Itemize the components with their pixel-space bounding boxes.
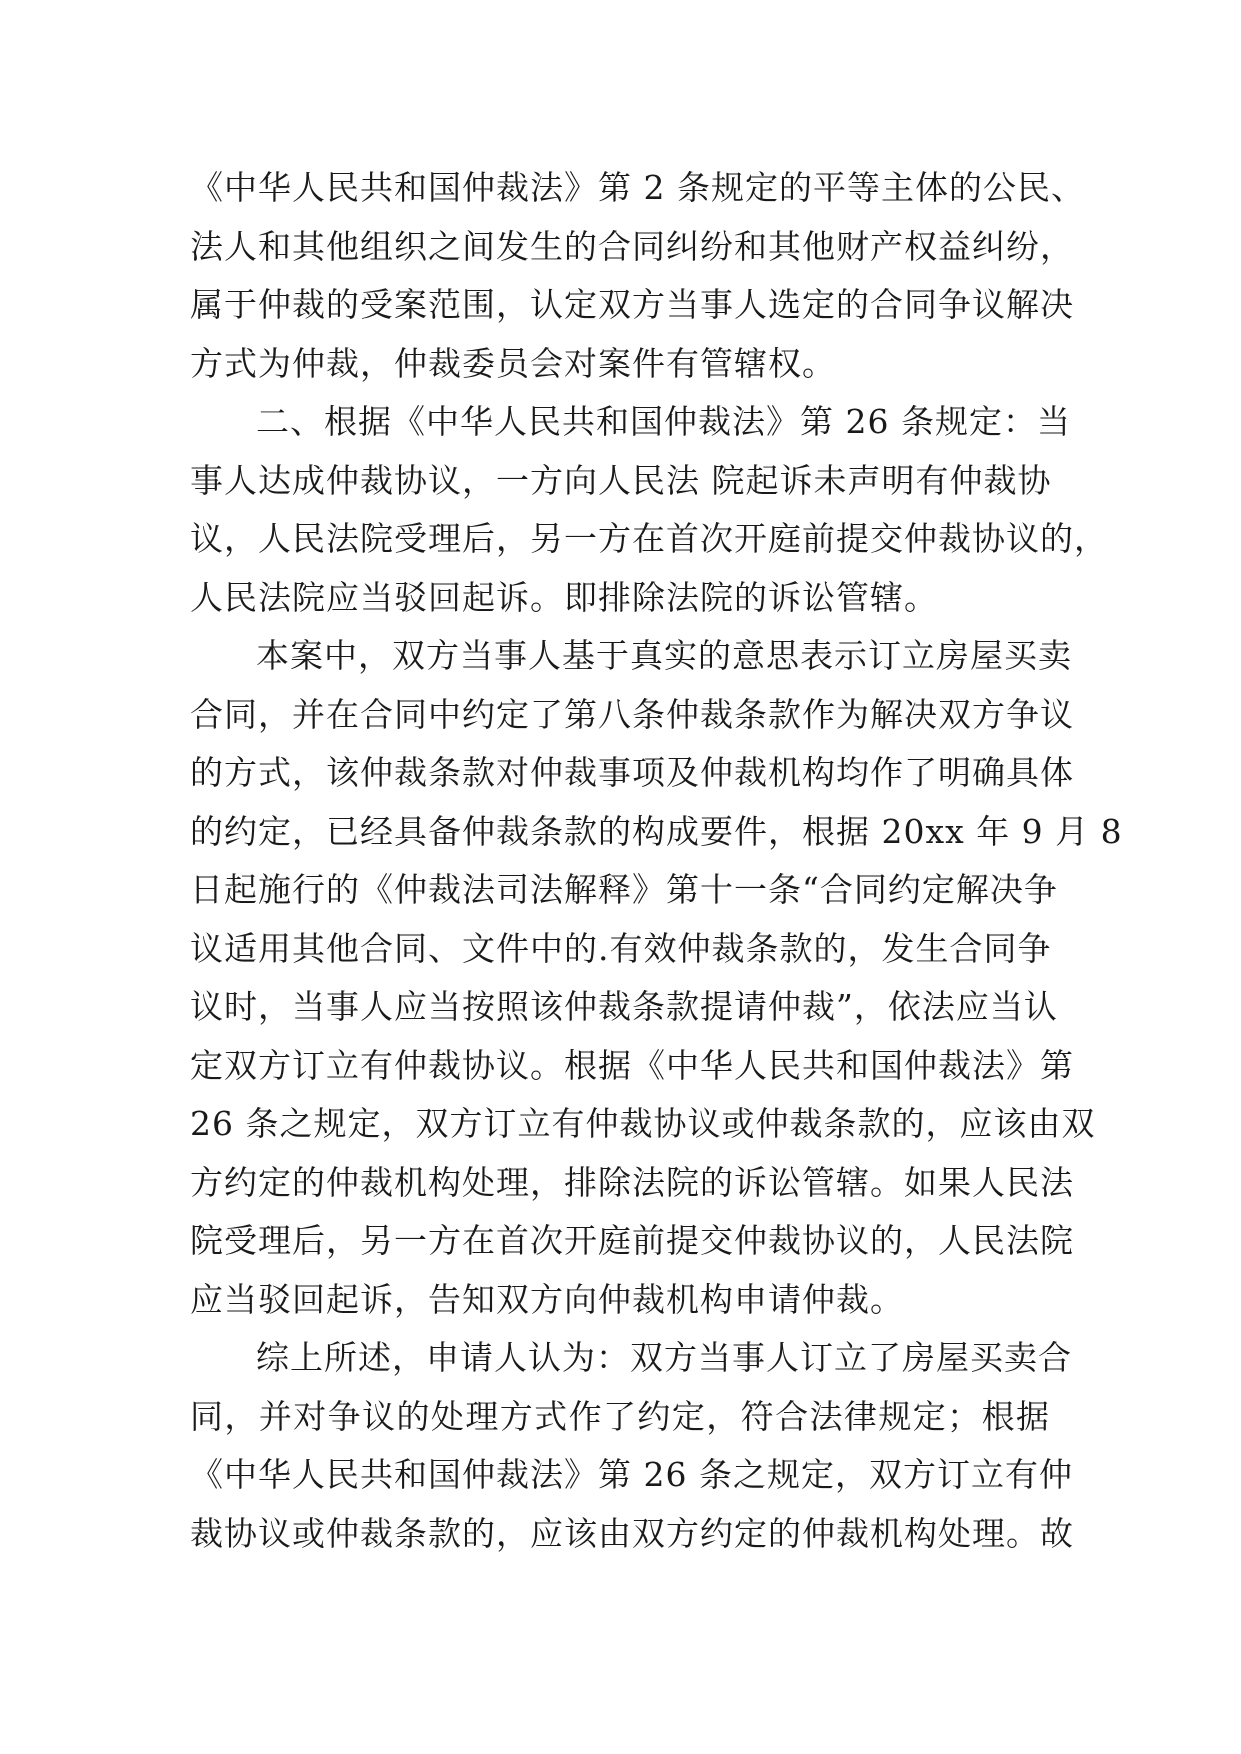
paragraph-1 xyxy=(190,159,1085,393)
paragraph-3 xyxy=(190,627,1123,1329)
text-line: 本案中，双方当事人基于真实的意思表示订立房屋买卖 xyxy=(256,636,1072,675)
document-body xyxy=(190,159,1123,1563)
text-line: 院受理后，另一方在首次开庭前提交仲裁协议的，人民法院 xyxy=(190,1221,1074,1260)
text-line: 裁协议或仲裁条款的，应该由双方约定的仲裁机构处理。故 xyxy=(190,1513,1074,1553)
text-line: 议时，当事人应当按照该仲裁条款提请仲裁”，依法应当认 xyxy=(190,987,1058,1026)
text-line: 《中华人民共和国仲裁法》第 26 条之规定，双方订立有仲 xyxy=(190,1455,1073,1494)
text-line: 应当驳回起诉，告知双方向仲裁机构申请仲裁。 xyxy=(190,1279,904,1319)
text-line: 的方式，该仲裁条款对仲裁事项及仲裁机构均作了明确具体 xyxy=(190,753,1074,792)
text-line: 同，并对争议的处理方式作了约定，符合法律规定；根据 xyxy=(190,1396,1050,1436)
text-line: 方约定的仲裁机构处理，排除法院的诉讼管辖。如果人民法 xyxy=(190,1162,1074,1202)
text-line: 合同，并在合同中约定了第八条仲裁条款作为解决双方争议 xyxy=(190,694,1074,734)
text-line: 定双方订立有仲裁协议。根据《中华人民共和国仲裁法》第 xyxy=(190,1045,1074,1085)
text-line: 《中华人民共和国仲裁法》第 2 条规定的平等主体的公民、 xyxy=(190,168,1085,207)
text-line: 方式为仲裁，仲裁委员会对案件有管辖权。 xyxy=(190,343,836,383)
text-line: 人民法院应当驳回起诉。即排除法院的诉讼管辖。 xyxy=(190,577,938,617)
text-line: 议适用其他合同、文件中的.有效仲裁条款的，发生合同争 xyxy=(190,928,1052,968)
text-line: 事人达成仲裁协议，一方向人民法 院起诉未声明有仲裁协 xyxy=(190,460,1052,500)
paragraph-4 xyxy=(190,1329,1074,1563)
text-line: 的约定，已经具备仲裁条款的构成要件，根据 20xx 年 9 月 8 xyxy=(190,811,1123,851)
text-line: 属于仲裁的受案范围，认定双方当事人选定的合同争议解决 xyxy=(190,285,1074,324)
text-line: 综上所述，申请人认为：双方当事人订立了房屋买卖合 xyxy=(256,1338,1072,1377)
text-line: 二、根据《中华人民共和国仲裁法》第 26 条规定：当 xyxy=(256,402,1071,441)
text-line: 日起施行的《仲裁法司法解释》第十一条“合同约定解决争 xyxy=(190,870,1058,909)
text-line: 法人和其他组织之间发生的合同纠纷和其他财产权益纠纷， xyxy=(190,226,1074,266)
text-line: 议，人民法院受理后，另一方在首次开庭前提交仲裁协议的， xyxy=(190,519,1108,558)
paragraph-2 xyxy=(190,393,1108,627)
text-line: 26 条之规定，双方订立有仲裁协议或仲裁条款的，应该由双 xyxy=(190,1104,1096,1143)
